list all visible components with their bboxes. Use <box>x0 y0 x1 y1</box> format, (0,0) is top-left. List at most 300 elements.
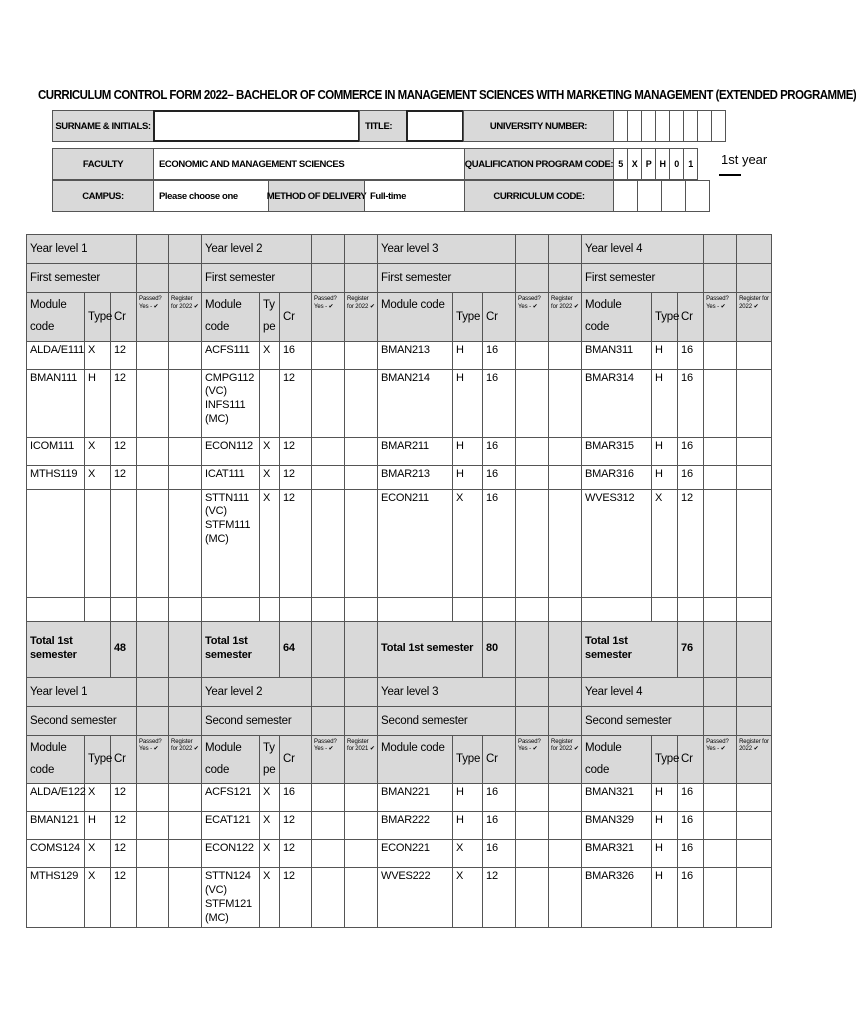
faculty-label: FACULTY <box>52 148 154 180</box>
cr-header <box>678 735 704 784</box>
module-type: X <box>263 343 271 356</box>
type-header <box>85 293 111 342</box>
year-level-label-cell <box>378 677 516 706</box>
passed-checkbox-cell[interactable] <box>516 489 549 597</box>
module-code-header <box>202 735 260 784</box>
module-credit-cell <box>678 868 704 928</box>
passed-header <box>516 735 549 784</box>
module-type: H <box>655 786 663 799</box>
register-checkbox-cell[interactable] <box>737 437 772 465</box>
total-credits-value: 64 <box>283 642 295 655</box>
passed-checkbox-cell[interactable] <box>137 840 169 868</box>
module-type: X <box>88 870 96 883</box>
total-blank <box>169 621 202 677</box>
module-code-cell <box>582 341 652 369</box>
module-type: X <box>655 491 663 504</box>
module-code: ICOM111 <box>30 439 75 452</box>
module-type-cell <box>260 465 280 489</box>
register-header-text: Register for 2022 ✔ <box>739 296 769 310</box>
year-level-label: Year level 4 <box>585 242 643 255</box>
year-level-label-row <box>27 677 772 706</box>
module-code-cell <box>582 812 652 840</box>
module-credit-cell <box>678 465 704 489</box>
module-type: X <box>88 786 96 799</box>
module-code: ICAT111 <box>205 467 245 480</box>
register-checkbox-cell[interactable] <box>345 341 378 369</box>
type-header-text: Type <box>88 753 113 766</box>
module-code-header-text: Module code <box>381 741 445 754</box>
total-credits-value: 80 <box>486 642 498 655</box>
register-checkbox-cell[interactable] <box>345 784 378 812</box>
module-credits: 16 <box>681 467 693 480</box>
module-code: BMAR326 <box>585 870 634 883</box>
module-type: H <box>655 371 663 384</box>
total-credits <box>111 621 137 677</box>
type-header <box>652 293 678 342</box>
module-code: ECON112 <box>205 439 253 452</box>
passed-checkbox-cell[interactable] <box>137 489 169 597</box>
module-credits: 12 <box>486 870 498 883</box>
module-type-cell <box>652 489 678 597</box>
module-type: X <box>88 343 96 356</box>
register-checkbox-cell[interactable] <box>737 840 772 868</box>
passed-checkbox-cell[interactable] <box>137 369 169 437</box>
register-checkbox-cell[interactable] <box>737 341 772 369</box>
module-type-cell <box>260 437 280 465</box>
univ-number-box[interactable] <box>711 110 726 142</box>
register-checkbox-cell[interactable] <box>737 812 772 840</box>
module-code: STTN124 (VC) STFM121 (MC) <box>205 870 252 924</box>
passed-checkbox-cell[interactable] <box>312 840 345 868</box>
module-code-cell <box>582 465 652 489</box>
year-level-label-cell <box>27 235 137 264</box>
passed-checkbox-cell[interactable] <box>516 465 549 489</box>
university-number-label: UNIVERSITY NUMBER: <box>463 110 614 142</box>
module-code: BMAN329 <box>585 814 634 827</box>
module-credits: 16 <box>681 814 693 827</box>
module-credits: 12 <box>283 814 295 827</box>
module-credit-cell <box>483 812 516 840</box>
register-header-text: Register for 2022 ✔ <box>171 738 199 753</box>
register-checkbox-cell[interactable] <box>737 489 772 597</box>
module-credit-cell <box>483 489 516 597</box>
module-code: ECAT121 <box>205 814 251 827</box>
module-code-cell <box>27 369 85 437</box>
register-checkbox-cell[interactable] <box>169 341 202 369</box>
type-header <box>260 735 280 784</box>
register-checkbox-cell[interactable] <box>169 489 202 597</box>
module-credit-cell <box>111 489 137 597</box>
module-code-cell <box>378 489 453 597</box>
register-checkbox-cell[interactable] <box>169 437 202 465</box>
univ-number-box[interactable] <box>683 110 698 142</box>
curriculum-code-box[interactable] <box>661 180 686 212</box>
passed-checkbox-cell[interactable] <box>516 341 549 369</box>
module-credits: 12 <box>114 870 126 883</box>
passed-checkbox-cell[interactable] <box>704 784 737 812</box>
register-checkbox-cell[interactable] <box>549 341 582 369</box>
type-header <box>453 293 483 342</box>
passed-blank <box>312 706 345 735</box>
type-header-text: Ty pe <box>263 299 276 333</box>
passed-blank <box>516 706 549 735</box>
module-type-cell <box>652 369 678 437</box>
passed-checkbox-cell[interactable] <box>312 369 345 437</box>
register-checkbox-cell[interactable] <box>549 812 582 840</box>
module-code-cell <box>202 369 260 437</box>
type-header-text: Ty pe <box>263 741 276 776</box>
module-credit-cell <box>111 868 137 928</box>
curriculum-code-box[interactable] <box>637 180 662 212</box>
passed-checkbox-cell[interactable] <box>312 784 345 812</box>
year-level-label: Year level 2 <box>205 242 263 255</box>
module-code: BMAN121 <box>30 814 79 827</box>
module-credit-cell <box>280 868 312 928</box>
register-checkbox-cell[interactable] <box>345 489 378 597</box>
module-code-cell <box>27 465 85 489</box>
year-level-label: Year level 3 <box>381 242 439 255</box>
passed-checkbox-cell[interactable] <box>137 812 169 840</box>
module-credit-cell <box>111 369 137 437</box>
module-code: BMAR213 <box>381 467 430 480</box>
module-code: ECON221 <box>381 842 430 855</box>
cr-header <box>111 735 137 784</box>
passed-checkbox-cell[interactable] <box>137 868 169 928</box>
module-type-cell <box>85 812 111 840</box>
module-code-header <box>27 293 85 342</box>
passed-checkbox-cell[interactable] <box>704 465 737 489</box>
module-credits: 12 <box>114 467 126 480</box>
type-header-text: Type <box>456 753 481 766</box>
register-checkbox-cell[interactable] <box>169 840 202 868</box>
register-checkbox-cell[interactable] <box>345 812 378 840</box>
register-header <box>737 293 772 342</box>
passed-checkbox-cell[interactable] <box>704 840 737 868</box>
type-header-text: Type <box>655 310 680 323</box>
module-credit-cell <box>483 437 516 465</box>
module-type: X <box>263 786 271 799</box>
module-type: H <box>655 814 663 827</box>
passed-header-text: Passed? Yes - ✔ <box>139 296 162 310</box>
total-credits <box>280 621 312 677</box>
passed-checkbox-cell[interactable] <box>516 369 549 437</box>
module-code-cell <box>582 784 652 812</box>
module-code-cell <box>202 341 260 369</box>
total-blank <box>345 621 378 677</box>
passed-checkbox-cell[interactable] <box>704 868 737 928</box>
register-checkbox-cell[interactable] <box>549 369 582 437</box>
module-code-cell <box>27 868 85 928</box>
passed-checkbox-cell[interactable] <box>516 840 549 868</box>
module-code-cell <box>378 465 453 489</box>
total-credits <box>483 621 516 677</box>
module-type-cell <box>85 784 111 812</box>
register-blank <box>549 706 582 735</box>
module-code: ACFS121 <box>205 786 252 799</box>
register-blank <box>169 677 202 706</box>
module-type: X <box>263 842 271 855</box>
module-type-cell <box>652 465 678 489</box>
module-type: X <box>456 870 464 883</box>
surname-input[interactable] <box>153 110 360 142</box>
module-type: X <box>456 491 464 504</box>
column-header-row <box>27 735 772 784</box>
form-title: CURRICULUM CONTROL FORM 2022– BACHELOR OF COMMERCE IN MANAGEMENT SCIENCES WITH MARKETING MANAGEMENT (EXTENDED PROGRAMME) <box>38 88 856 102</box>
register-header <box>549 735 582 784</box>
module-code: BMAN221 <box>381 786 430 799</box>
register-header <box>737 735 772 784</box>
total-credits <box>678 621 704 677</box>
register-checkbox-cell[interactable] <box>737 465 772 489</box>
module-credits: 12 <box>283 491 295 504</box>
header-row-faculty <box>53 148 698 182</box>
passed-blank <box>516 677 549 706</box>
module-type: X <box>88 842 96 855</box>
univ-number-box[interactable] <box>655 110 670 142</box>
univ-number-box[interactable] <box>613 110 628 142</box>
module-code: ECON211 <box>381 491 429 504</box>
module-credit-cell <box>678 840 704 868</box>
module-code-cell <box>27 341 85 369</box>
module-type-cell <box>652 437 678 465</box>
module-code-cell <box>27 812 85 840</box>
year-level-label-cell <box>378 235 516 264</box>
module-type-cell <box>85 465 111 489</box>
passed-header <box>516 293 549 342</box>
register-checkbox-cell[interactable] <box>549 437 582 465</box>
total-label-text: Total 1st semester <box>205 635 252 662</box>
passed-checkbox-cell[interactable] <box>704 369 737 437</box>
passed-header-text: Passed? Yes - ✔ <box>706 296 729 310</box>
register-header <box>169 735 202 784</box>
module-type: H <box>456 786 464 799</box>
passed-checkbox-cell[interactable] <box>137 341 169 369</box>
register-checkbox-cell[interactable] <box>169 369 202 437</box>
passed-blank <box>704 235 737 264</box>
module-row <box>27 784 772 812</box>
univ-number-box[interactable] <box>669 110 684 142</box>
total-row <box>27 621 772 677</box>
module-credits: 16 <box>486 371 498 384</box>
passed-checkbox-cell[interactable] <box>312 868 345 928</box>
module-code-header <box>582 735 652 784</box>
register-checkbox-cell[interactable] <box>737 784 772 812</box>
register-header-text: Register for 2022 ✔ <box>551 738 579 753</box>
semester-label-cell <box>202 706 312 735</box>
module-credit-cell <box>483 341 516 369</box>
passed-blank <box>516 264 549 293</box>
module-credits: 16 <box>681 343 693 356</box>
passed-checkbox-cell[interactable] <box>516 868 549 928</box>
module-code-header-text: Module code <box>30 299 67 333</box>
module-type-cell <box>260 341 280 369</box>
semester-label: First semester <box>381 271 452 284</box>
total-label <box>378 621 483 677</box>
passed-checkbox-cell[interactable] <box>704 341 737 369</box>
module-code-header <box>378 735 453 784</box>
register-checkbox-cell[interactable] <box>169 812 202 840</box>
module-credit-cell <box>678 341 704 369</box>
register-checkbox-cell[interactable] <box>345 868 378 928</box>
module-credits: 12 <box>114 814 126 827</box>
module-code-cell <box>378 868 453 928</box>
passed-checkbox-cell[interactable] <box>516 784 549 812</box>
module-code-header <box>582 293 652 342</box>
register-blank <box>737 264 772 293</box>
univ-number-box[interactable] <box>697 110 712 142</box>
register-checkbox-cell[interactable] <box>549 840 582 868</box>
passed-checkbox-cell[interactable] <box>312 437 345 465</box>
module-type-cell <box>453 369 483 437</box>
module-code-cell <box>27 840 85 868</box>
cr-header <box>280 293 312 342</box>
module-credits: 16 <box>681 870 693 883</box>
passed-checkbox-cell[interactable] <box>704 812 737 840</box>
register-checkbox-cell[interactable] <box>169 465 202 489</box>
passed-checkbox-cell[interactable] <box>516 812 549 840</box>
passed-checkbox-cell[interactable] <box>704 437 737 465</box>
module-type-cell <box>453 465 483 489</box>
module-code: COMS124 <box>30 842 80 855</box>
module-type-cell <box>260 812 280 840</box>
register-checkbox-cell[interactable] <box>549 868 582 928</box>
semester-label-cell <box>378 264 516 293</box>
passed-checkbox-cell[interactable] <box>312 465 345 489</box>
module-credits: 12 <box>283 467 295 480</box>
module-type: H <box>655 842 663 855</box>
register-checkbox-cell[interactable] <box>345 437 378 465</box>
passed-checkbox-cell[interactable] <box>312 489 345 597</box>
register-header <box>169 293 202 342</box>
module-code-cell <box>202 812 260 840</box>
register-checkbox-cell[interactable] <box>549 489 582 597</box>
univ-number-box[interactable] <box>641 110 656 142</box>
module-credit-cell <box>111 341 137 369</box>
type-header <box>260 293 280 342</box>
title-input[interactable] <box>406 110 464 142</box>
register-checkbox-cell[interactable] <box>549 784 582 812</box>
semester-label-row <box>27 264 772 293</box>
register-checkbox-cell[interactable] <box>345 840 378 868</box>
module-code-cell <box>27 437 85 465</box>
module-code-cell <box>582 437 652 465</box>
year-level-label-cell <box>202 235 312 264</box>
module-code: STTN111 (VC) STFM111 (MC) <box>205 491 251 545</box>
qualification-code-digit: 0 <box>669 148 684 180</box>
module-code-cell <box>202 465 260 489</box>
passed-checkbox-cell[interactable] <box>137 437 169 465</box>
delivery-label: METHOD OF DELIVERY <box>268 180 365 212</box>
cr-header-text: Cr <box>486 753 498 766</box>
module-code: BMAR316 <box>585 467 634 480</box>
type-header <box>652 735 678 784</box>
module-credits: 12 <box>114 371 126 384</box>
module-credit-cell <box>678 784 704 812</box>
module-type-cell <box>652 840 678 868</box>
passed-checkbox-cell[interactable] <box>137 465 169 489</box>
module-code-cell <box>378 812 453 840</box>
semester-label-cell <box>378 706 516 735</box>
module-row <box>27 840 772 868</box>
module-credits: 16 <box>681 786 693 799</box>
passed-checkbox-cell[interactable] <box>312 341 345 369</box>
module-code-header <box>378 293 453 342</box>
semester-label: Second semester <box>381 714 468 727</box>
module-code-cell <box>27 784 85 812</box>
register-checkbox-cell[interactable] <box>549 465 582 489</box>
module-credits: 12 <box>114 786 126 799</box>
type-header <box>453 735 483 784</box>
register-checkbox-cell[interactable] <box>169 784 202 812</box>
register-header-text: Register for 2022 ✔ <box>171 296 199 310</box>
total-label-text: Total 1st semester <box>381 642 474 655</box>
module-type: H <box>456 371 464 384</box>
register-blank <box>549 235 582 264</box>
year-level-label: Year level 1 <box>30 685 88 698</box>
univ-number-box[interactable] <box>627 110 642 142</box>
module-credit-cell <box>280 489 312 597</box>
register-checkbox-cell[interactable] <box>345 465 378 489</box>
passed-header <box>312 735 345 784</box>
curriculum-code-box[interactable] <box>613 180 638 212</box>
register-header-text: Register for 2021 ✔ <box>347 738 375 753</box>
passed-checkbox-cell[interactable] <box>516 437 549 465</box>
cr-header <box>483 293 516 342</box>
passed-blank <box>137 235 169 264</box>
module-credits: 16 <box>486 491 498 504</box>
module-row <box>27 868 772 928</box>
module-type-cell <box>85 437 111 465</box>
module-type-cell <box>453 437 483 465</box>
register-checkbox-cell[interactable] <box>737 868 772 928</box>
module-code: ECON122 <box>205 842 254 855</box>
curriculum-code-box[interactable] <box>685 180 710 212</box>
semester-label-cell <box>582 264 704 293</box>
semester-label-row <box>27 706 772 735</box>
module-type-cell <box>453 341 483 369</box>
module-type-cell <box>453 868 483 928</box>
register-checkbox-cell[interactable] <box>169 868 202 928</box>
module-code: BMAN321 <box>585 786 634 799</box>
module-credit-cell <box>280 437 312 465</box>
type-header-text: Type <box>456 310 481 323</box>
module-type-cell <box>85 489 111 597</box>
semester-label: First semester <box>585 271 656 284</box>
campus-select[interactable]: Please choose one <box>153 180 269 212</box>
passed-checkbox-cell[interactable] <box>312 812 345 840</box>
total-credits-value: 76 <box>681 642 693 655</box>
register-checkbox-cell[interactable] <box>345 369 378 437</box>
semester-label: Second semester <box>30 714 117 727</box>
register-header-text: Register for 2022 ✔ <box>347 296 375 310</box>
module-code-cell <box>202 489 260 597</box>
register-checkbox-cell[interactable] <box>737 369 772 437</box>
total-blank <box>137 621 169 677</box>
passed-blank <box>704 264 737 293</box>
module-credit-cell <box>111 784 137 812</box>
passed-blank <box>704 706 737 735</box>
module-credit-cell <box>111 840 137 868</box>
passed-checkbox-cell[interactable] <box>704 489 737 597</box>
module-credit-cell <box>111 437 137 465</box>
module-credits: 16 <box>681 842 693 855</box>
column-header-row <box>27 293 772 342</box>
passed-checkbox-cell[interactable] <box>137 784 169 812</box>
register-blank <box>345 706 378 735</box>
delivery-value: Full-time <box>364 180 465 212</box>
module-type: H <box>655 343 663 356</box>
module-type: X <box>456 842 464 855</box>
